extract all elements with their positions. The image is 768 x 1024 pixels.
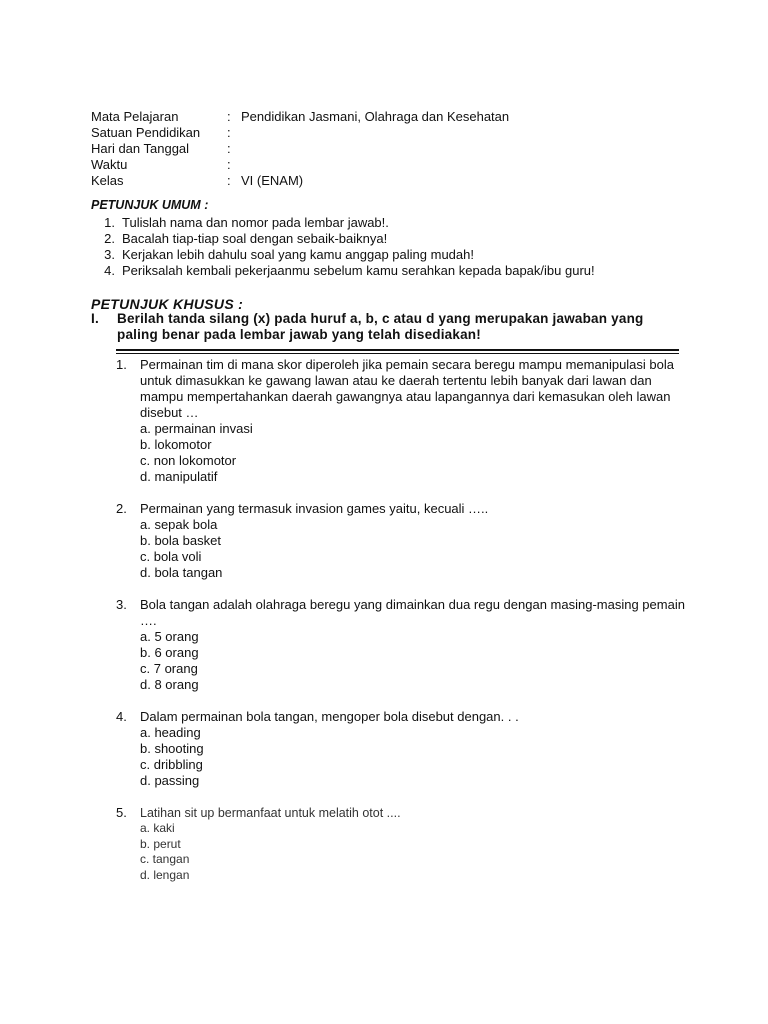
- header-label: Mata Pelajaran: [91, 109, 179, 124]
- answer-option-c: c. tangan: [140, 852, 190, 866]
- question-1: [116, 357, 686, 485]
- answer-option-d: d. lengan: [140, 867, 190, 882]
- question-number: 2.: [116, 501, 127, 516]
- question-text: Permainan tim di mana skor diperoleh jika pemain secara beregu mampu memanipulasi bola untuk dimasukkan ke gawang lawan atau ke daerah tertentu lebih banyak dari lawan dan mampu mempertahankan daerah gawangnya atau lapangannya dari kemasukan oleh lawan disebut …: [140, 357, 674, 420]
- question-list: [116, 357, 686, 899]
- header-value: Pendidikan Jasmani, Olahraga dan Kesehatan: [241, 109, 510, 124]
- answer-options: [140, 821, 686, 883]
- header-colon: :: [227, 109, 231, 124]
- answer-options: [140, 629, 686, 693]
- header-colon: :: [227, 157, 231, 172]
- answer-option-a: a. permainan invasi: [140, 421, 253, 436]
- header-value: VI (ENAM): [241, 173, 304, 188]
- header-label: Hari dan Tanggal: [91, 141, 190, 156]
- list-item-text: Tulislah nama dan nomor pada lembar jawab!.: [122, 215, 389, 230]
- list-item-number: 2.: [104, 231, 115, 246]
- list-item: [91, 215, 595, 231]
- header-label: Waktu: [91, 157, 128, 172]
- question-text: Bola tangan adalah olahraga beregu yang dimainkan dua regu dengan masing-masing pemain ….: [140, 597, 685, 628]
- question-text: Latihan sit up bermanfaat untuk melatih otot ....: [140, 806, 401, 820]
- question-text: Permainan yang termasuk invasion games yaitu, kecuali …..: [140, 501, 489, 516]
- answer-option-a: a. heading: [140, 725, 201, 740]
- list-item-number: 3.: [104, 247, 115, 262]
- list-item-text: Bacalah tiap-tiap soal dengan sebaik-baiknya!: [122, 231, 388, 246]
- exam-header: [91, 109, 509, 189]
- general-instructions-list: [91, 215, 595, 279]
- header-colon: :: [227, 125, 231, 140]
- specific-instructions-title: PETUNJUK KHUSUS :: [91, 296, 244, 312]
- header-colon: :: [227, 141, 231, 156]
- list-item-number: 1.: [104, 215, 115, 230]
- answer-option-b: b. perut: [140, 836, 181, 851]
- question-4: [116, 709, 686, 789]
- answer-option-a: a. kaki: [140, 821, 175, 835]
- question-number: 5.: [116, 805, 127, 820]
- instruction-number: I.: [91, 311, 99, 326]
- header-label: Kelas: [91, 173, 124, 188]
- answer-option-d: d. 8 orang: [140, 677, 199, 692]
- list-item: [91, 247, 595, 263]
- header-row-subject: [91, 109, 509, 125]
- header-row-class: [91, 173, 509, 189]
- answer-option-b: b. bola basket: [140, 533, 221, 548]
- answer-option-a: a. sepak bola: [140, 517, 218, 532]
- answer-option-b: b. 6 orang: [140, 645, 199, 660]
- answer-option-c: c. non lokomotor: [140, 453, 237, 468]
- divider-thin: [116, 353, 679, 354]
- divider-thick: [116, 349, 679, 351]
- answer-option-d: d. passing: [140, 773, 200, 788]
- header-label: Satuan Pendidikan: [91, 125, 201, 140]
- header-row-date: [91, 141, 509, 157]
- answer-option-d: d. manipulatif: [140, 469, 218, 484]
- header-row-time: [91, 157, 509, 173]
- list-item-text: Kerjakan lebih dahulu soal yang kamu anggap paling mudah!: [122, 247, 474, 262]
- question-number: 3.: [116, 597, 127, 612]
- instruction-text: Berilah tanda silang (x) pada huruf a, b, c atau d yang merupakan jawaban yang paling benar pada lembar jawab yang telah disediakan!: [117, 311, 644, 342]
- list-item-text: Periksalah kembali pekerjaanmu sebelum kamu serahkan kepada bapak/ibu guru!: [122, 263, 595, 278]
- answer-option-a: a. 5 orang: [140, 629, 199, 644]
- header-colon: :: [227, 173, 231, 188]
- answer-option-c: c. dribbling: [140, 757, 203, 772]
- list-item: [91, 231, 595, 247]
- answer-option-c: c. bola voli: [140, 549, 202, 564]
- question-3: [116, 597, 686, 693]
- list-item-number: 4.: [104, 263, 115, 278]
- answer-option-b: b. lokomotor: [140, 437, 212, 452]
- answer-options: [140, 517, 686, 581]
- header-row-school: [91, 125, 509, 141]
- question-2: [116, 501, 686, 581]
- general-instructions-title: PETUNJUK UMUM :: [91, 198, 209, 212]
- list-item: [91, 263, 595, 279]
- question-5: [116, 805, 686, 883]
- answer-option-b: b. shooting: [140, 741, 204, 756]
- question-number: 1.: [116, 357, 127, 372]
- answer-options: [140, 421, 686, 485]
- question-text: Dalam permainan bola tangan, mengoper bola disebut dengan. . .: [140, 709, 519, 724]
- answer-option-d: d. bola tangan: [140, 565, 223, 580]
- question-number: 4.: [116, 709, 127, 724]
- answer-option-c: c. 7 orang: [140, 661, 198, 676]
- answer-options: [140, 725, 686, 789]
